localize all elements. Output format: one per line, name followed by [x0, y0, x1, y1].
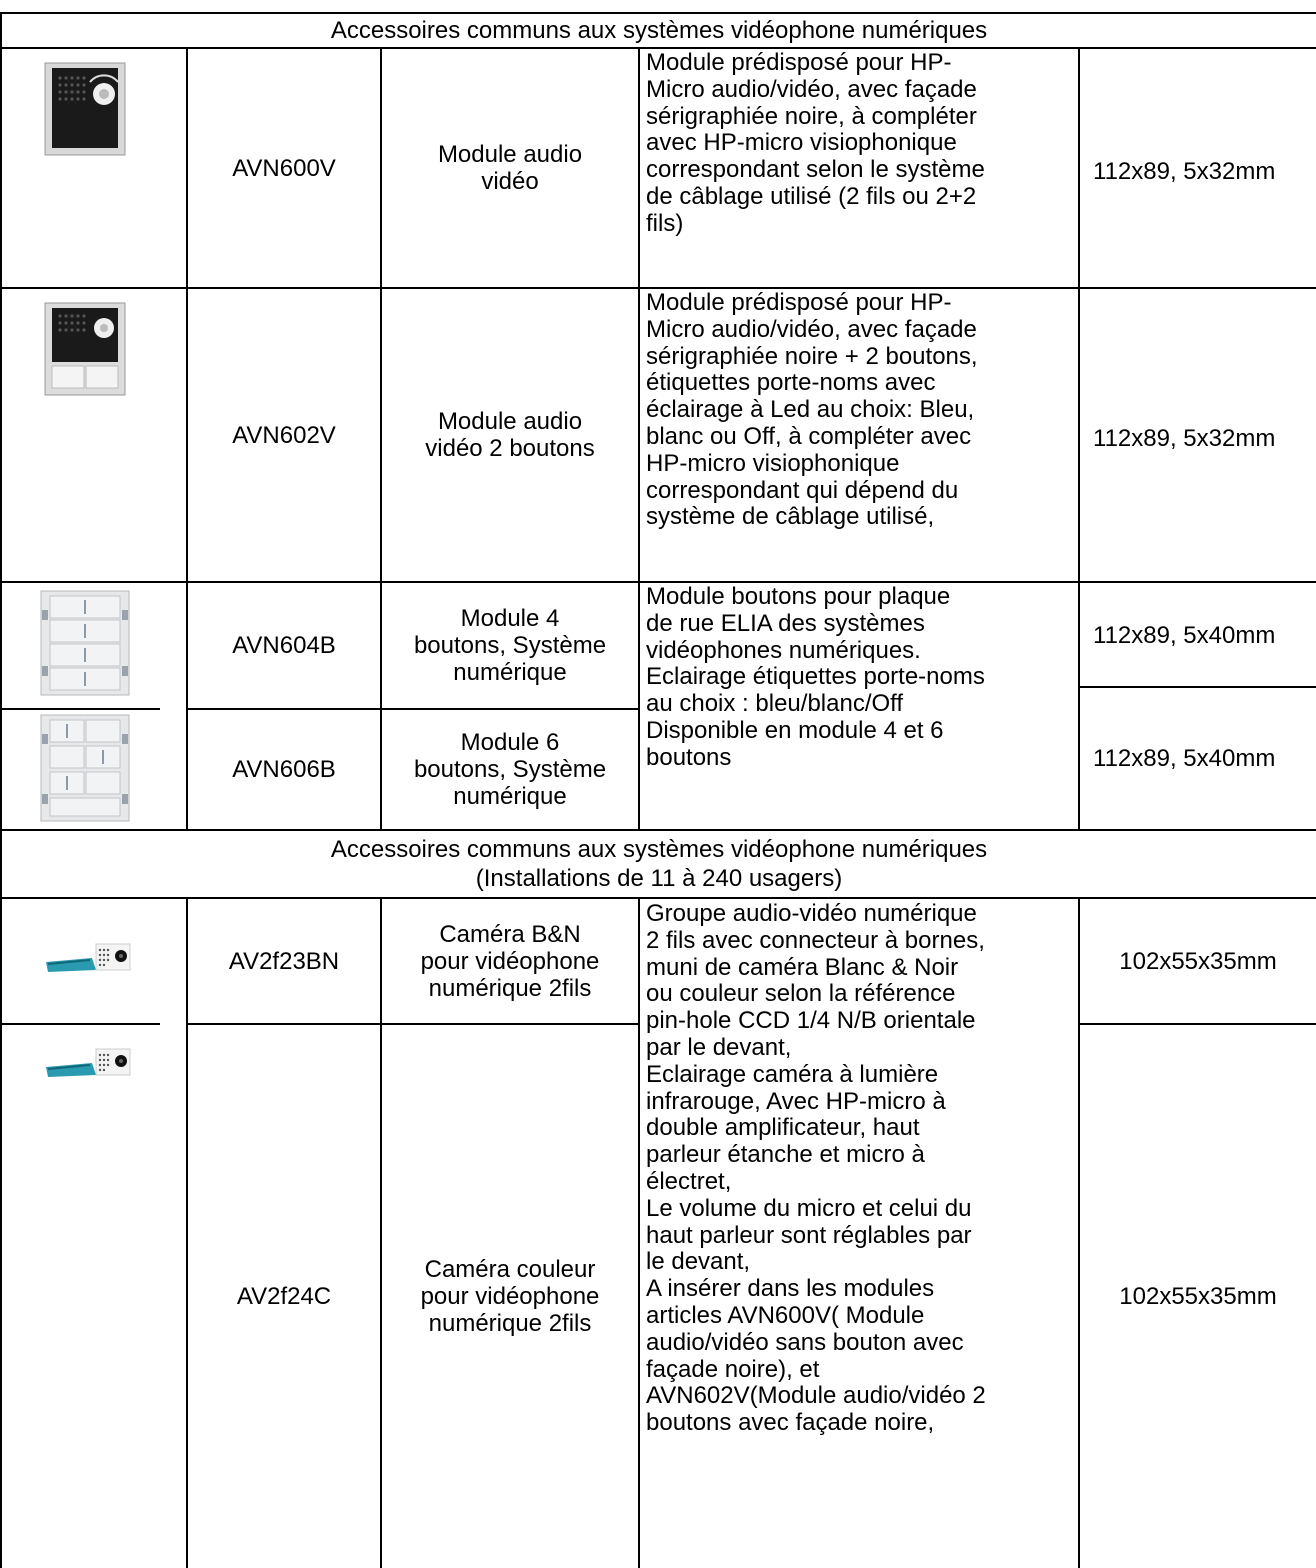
designation-line: boutons, Système	[413, 632, 607, 659]
dimensions: 112x89, 5x40mm	[1093, 622, 1276, 649]
description-line: AVN602V(Module audio/vidéo 2	[646, 1382, 986, 1410]
designation-cell	[382, 583, 638, 708]
description-line: fils)	[646, 209, 684, 237]
description-line: haut parleur sont réglables par	[646, 1221, 972, 1249]
description-line: A insérer dans les modules	[646, 1275, 935, 1303]
designation-cell	[382, 289, 638, 581]
reference-cell	[188, 289, 380, 581]
section-header-text: Accessoires communs aux systèmes vidéophone numériques	[330, 17, 988, 44]
designation-line: Caméra B&N	[439, 920, 581, 948]
designation-line: vidéo	[481, 168, 539, 195]
description-line: audio/vidéo sans bouton avec	[646, 1328, 964, 1356]
designation-line: numérique 2fils	[428, 974, 592, 1002]
designation-line: boutons, Système	[413, 756, 607, 783]
designation-line: Module audio	[437, 408, 583, 435]
designation-cell	[382, 49, 638, 287]
dimensions-cell	[1080, 1025, 1316, 1568]
designation-line: numérique 2fils	[428, 1310, 592, 1337]
description	[646, 50, 985, 238]
description-line: Disponible en module 4 et 6	[646, 716, 944, 744]
description-line: Micro audio/vidéo, avec façade	[646, 75, 977, 103]
description-line: Groupe audio-vidéo numérique	[646, 900, 977, 927]
row-divider	[0, 1023, 160, 1025]
row-divider	[1078, 686, 1316, 688]
reference: AVN602V	[232, 421, 336, 449]
description-line: pin-hole CCD 1/4 N/B orientale	[646, 1007, 976, 1035]
col-divider	[638, 47, 640, 831]
description-line: parleur étanche et micro à	[646, 1141, 925, 1169]
dimensions: 102x55x35mm	[1119, 1283, 1277, 1310]
description-line: Eclairage étiquettes porte-noms	[646, 663, 985, 691]
description-line: correspondant selon le système	[646, 156, 985, 184]
reference: AVN600V	[232, 154, 336, 182]
description	[646, 290, 978, 531]
reference-cell	[188, 583, 380, 708]
reference-cell	[188, 1025, 380, 1568]
description-line: Module prédisposé pour HP-	[646, 289, 952, 316]
dimensions: 102x55x35mm	[1119, 947, 1277, 975]
section-header-subtext: (Installations de 11 à 240 usagers)	[475, 865, 843, 892]
description-line: le devant,	[646, 1248, 751, 1276]
description-line: étiquettes porte-noms avec	[646, 369, 936, 397]
designation-cell	[382, 899, 638, 1023]
section-header	[2, 14, 1316, 47]
designation-line: Module 6	[460, 729, 560, 756]
designation-line: numérique	[453, 783, 567, 810]
reference-cell	[188, 710, 380, 829]
description-line: boutons avec façade noire,	[646, 1409, 935, 1437]
description-line: blanc ou Off, à compléter avec	[646, 422, 972, 450]
section-header-text: Accessoires communs aux systèmes vidéophone numériques	[330, 836, 988, 863]
description-line: de câblage utilisé (2 fils ou 2+2	[646, 182, 977, 210]
table-border-left	[0, 12, 2, 1568]
col-divider	[1078, 47, 1080, 831]
reference-cell	[188, 49, 380, 287]
description-line: Module boutons pour plaque	[646, 583, 951, 610]
reference: AV2f24C	[236, 1283, 332, 1310]
dimensions-cell	[1080, 899, 1316, 1023]
designation-line: Caméra couleur	[424, 1256, 596, 1283]
4-buttons-module-image	[40, 590, 130, 696]
description-line: Micro audio/vidéo, avec façade	[646, 315, 977, 343]
description-line: par le devant,	[646, 1033, 792, 1061]
reference: AVN604B	[232, 632, 336, 659]
description-line: sérigraphiée noire, à compléter	[646, 102, 977, 130]
description-line: vidéophones numériques.	[646, 636, 921, 664]
designation-line: vidéo 2 boutons	[425, 435, 595, 462]
designation-line: Module audio	[437, 141, 583, 168]
reference: AVN606B	[232, 756, 336, 783]
description-line: HP-micro visiophonique	[646, 449, 900, 477]
designation-cell	[382, 1025, 638, 1568]
description-line: articles AVN600V( Module	[646, 1301, 925, 1329]
description-line: avec HP-micro visiophonique	[646, 129, 957, 157]
dimensions: 112x89, 5x32mm	[1093, 158, 1276, 185]
dimensions: 112x89, 5x32mm	[1093, 425, 1276, 452]
description-line: éclairage à Led au choix: Bleu,	[646, 396, 975, 424]
camera-color-image	[44, 1043, 132, 1081]
description-line: correspondant qui dépend du	[646, 476, 959, 504]
description-line: système de câblage utilisé,	[646, 503, 935, 531]
reference-cell	[188, 899, 380, 1023]
camera-bw-image	[44, 938, 132, 976]
description-line: façade noire), et	[646, 1355, 820, 1383]
description-line: muni de caméra Blanc & Noir	[646, 953, 959, 981]
description-line: Module prédisposé pour HP-	[646, 49, 952, 76]
description-line: double amplificateur, haut	[646, 1114, 920, 1142]
description	[646, 584, 985, 772]
description-line: Eclairage caméra à lumière	[646, 1060, 939, 1088]
description-line: électret,	[646, 1167, 732, 1195]
description	[646, 901, 986, 1437]
designation-line: pour vidéophone	[420, 1283, 600, 1310]
row-divider	[0, 708, 160, 710]
6-buttons-module-image	[40, 714, 130, 822]
designation-line: Module 4	[460, 605, 560, 632]
designation-line: numérique	[453, 659, 567, 686]
designation-cell	[382, 710, 638, 829]
description-line: sérigraphiée noire + 2 boutons,	[646, 342, 978, 370]
col-divider	[638, 897, 640, 1568]
designation-line: pour vidéophone	[420, 947, 600, 975]
description-line: boutons	[646, 743, 732, 771]
description-line: 2 fils avec connecteur à bornes,	[646, 926, 985, 954]
reference: AV2f23BN	[228, 947, 340, 975]
description-line: infrarouge, Avec HP-micro à	[646, 1087, 946, 1115]
description-line: ou couleur selon la référence	[646, 980, 956, 1008]
description-line: de rue ELIA des systèmes	[646, 609, 925, 637]
audio-video-module-image	[44, 62, 126, 156]
audio-video-2-buttons-module-image	[44, 302, 126, 396]
section-header	[2, 831, 1316, 897]
dimensions: 112x89, 5x40mm	[1093, 745, 1276, 772]
description-line: au choix : bleu/blanc/Off	[646, 690, 904, 718]
description-line: Le volume du micro et celui du	[646, 1194, 972, 1222]
